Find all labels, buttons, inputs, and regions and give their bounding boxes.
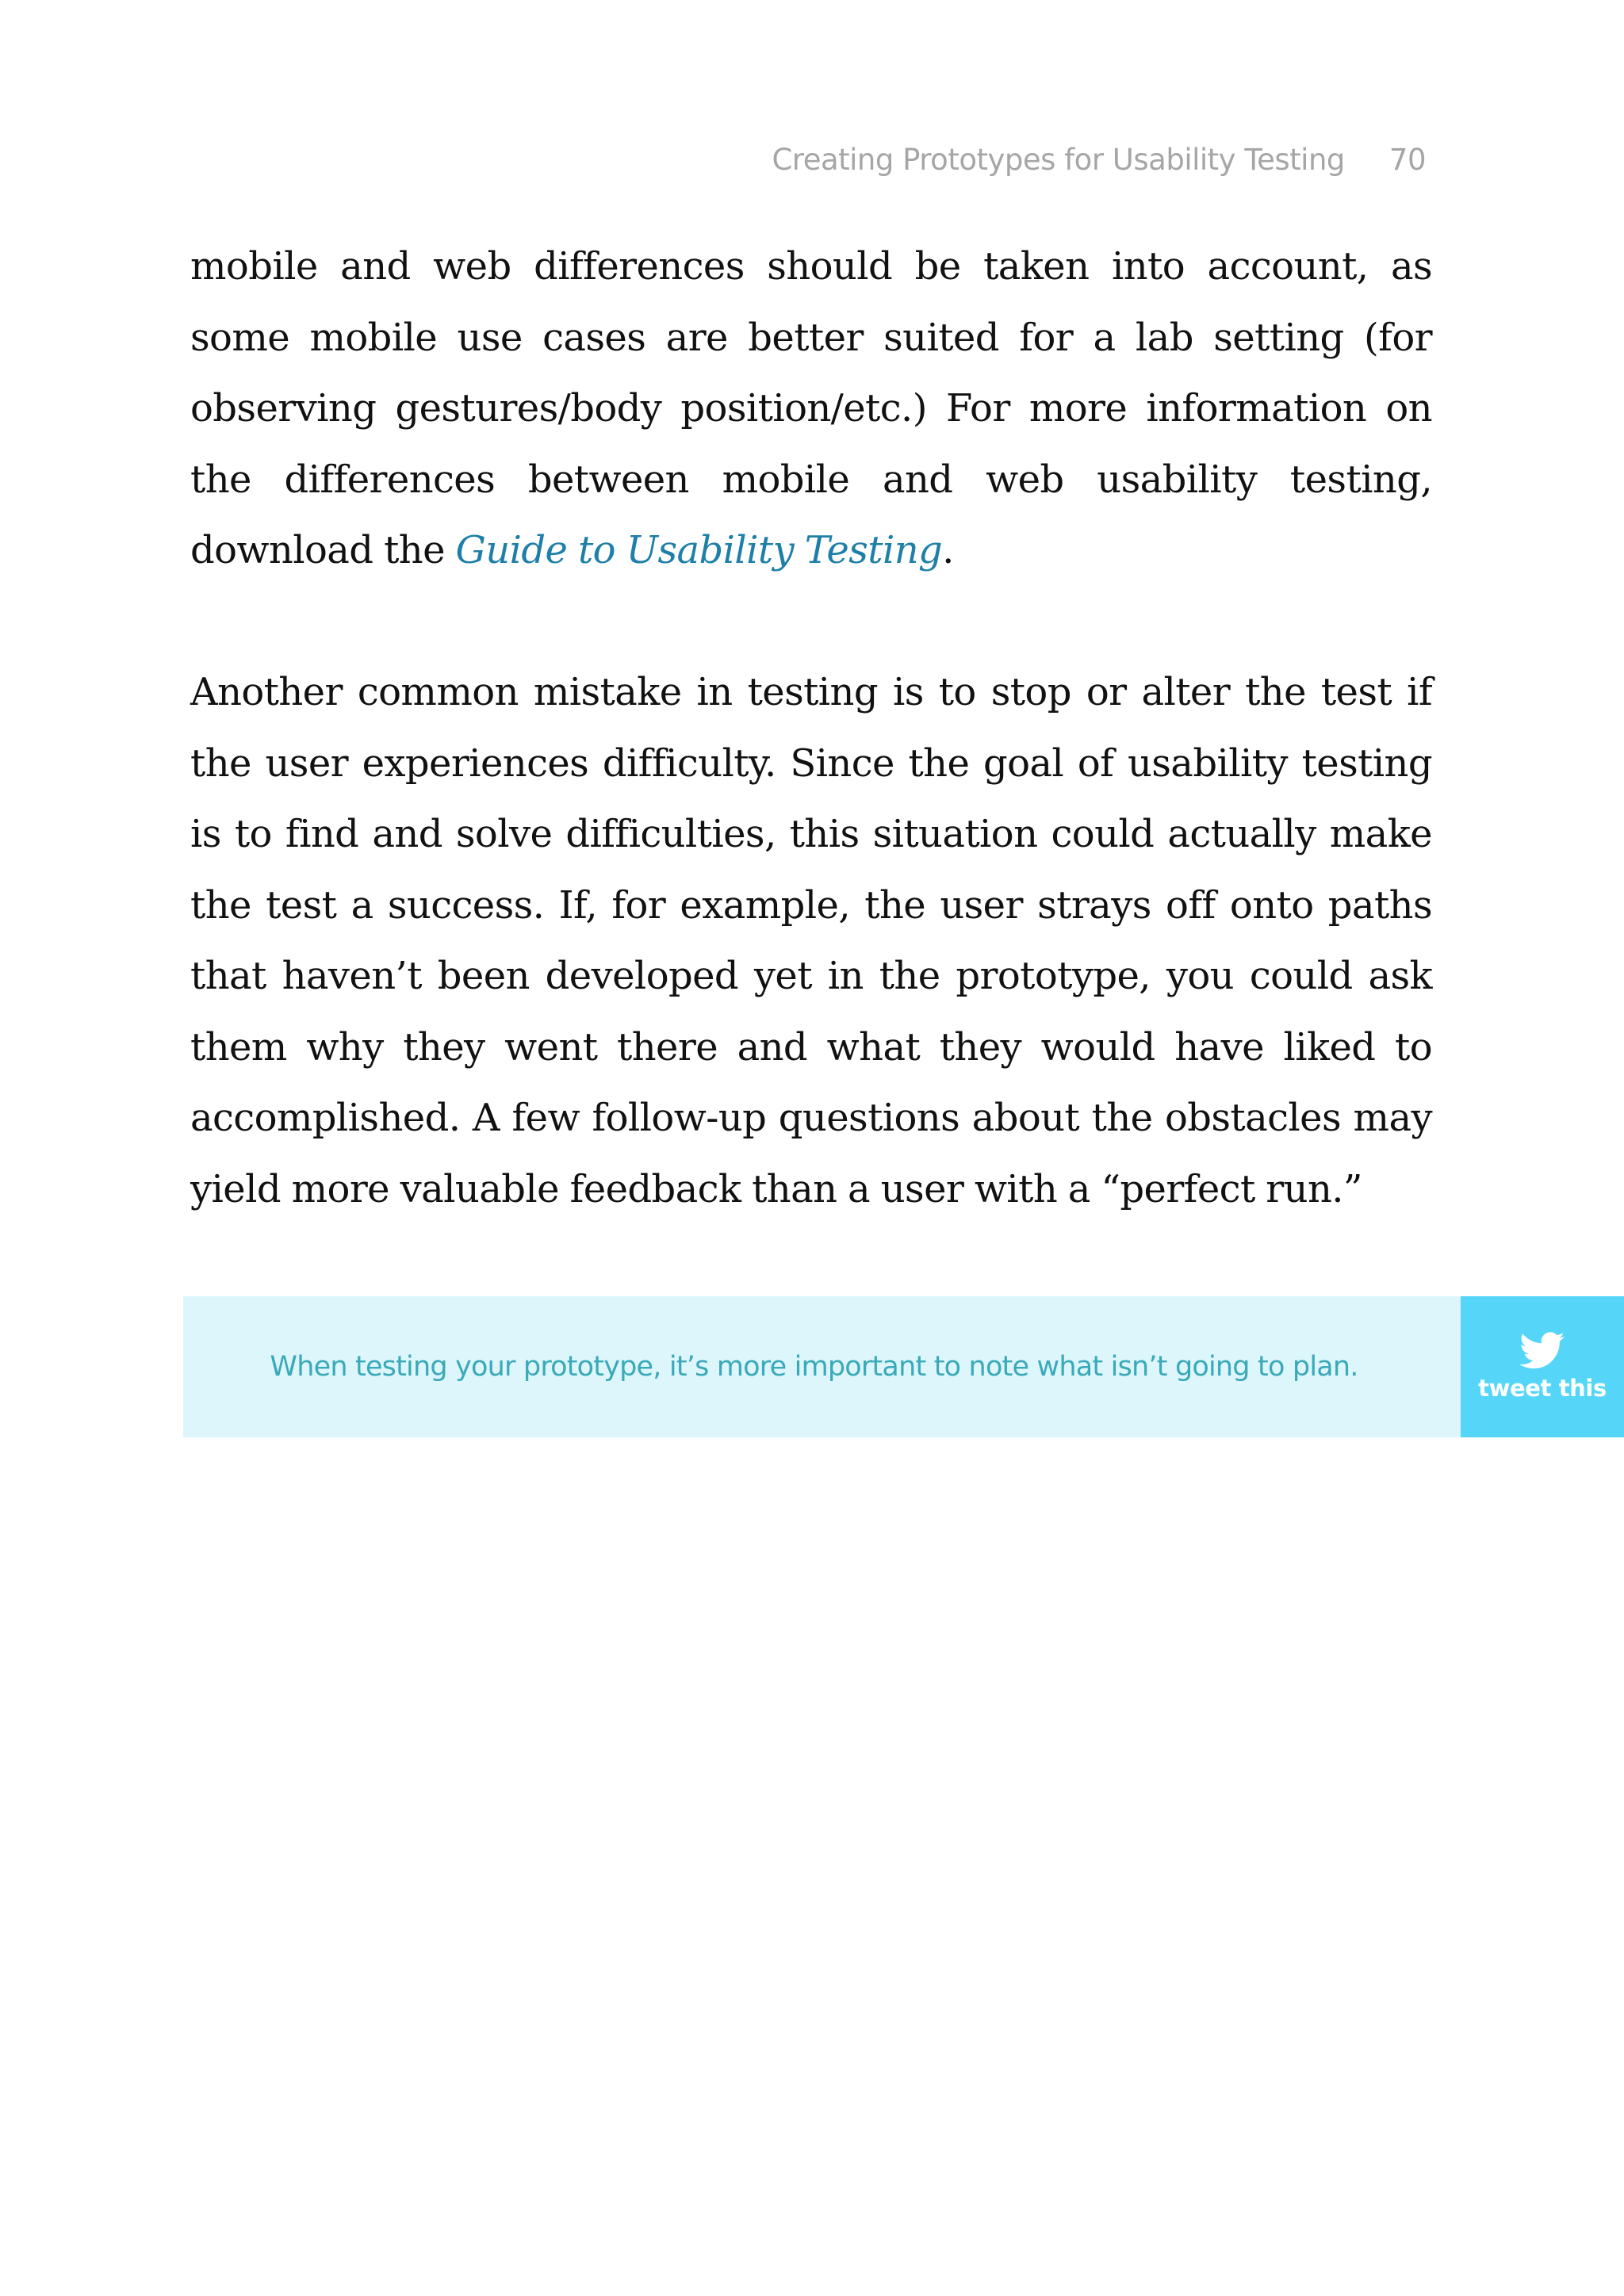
body-paragraph-2 bbox=[190, 657, 1432, 1225]
twitter-bird-icon bbox=[1519, 1332, 1565, 1375]
page-number: 70 bbox=[1388, 143, 1426, 177]
guide-to-usability-testing-link[interactable]: Guide to Usability Testing bbox=[455, 528, 943, 572]
tweet-quote: When testing your prototype, it’s more important to note what isn’t going to plan. bbox=[183, 1296, 1461, 1437]
running-header bbox=[772, 143, 1426, 177]
click-to-tweet-box bbox=[183, 1296, 1624, 1437]
paragraph-1-end: . bbox=[942, 528, 954, 572]
chapter-title: Creating Prototypes for Usability Testing bbox=[772, 143, 1345, 177]
paragraph-1-text: mobile and web differences should be taken into account, as some mobile use cases are better suited for a lab setting (for observing gestures/body position/etc.) For more information on the differences between mobile and web usability testing, download the bbox=[190, 244, 1432, 572]
tweet-this-label: tweet this bbox=[1478, 1375, 1607, 1402]
tweet-this-button[interactable] bbox=[1461, 1296, 1624, 1437]
body-paragraph-1 bbox=[190, 232, 1432, 587]
paragraph-2-text: Another common mistake in testing is to stop or alter the test if the user experiences difficulty. Since the goal of usability testing is to find and solve difficulties, this situation could actually make the test a success. If, for example, the user strays off onto paths that haven’t been developed yet in the prototype, you could ask them why they went there and what they would have liked to accomplished. A few follow-up questions about the obstacles may yield more valuable feedback than a user with a “perfect run.” bbox=[190, 670, 1432, 1211]
